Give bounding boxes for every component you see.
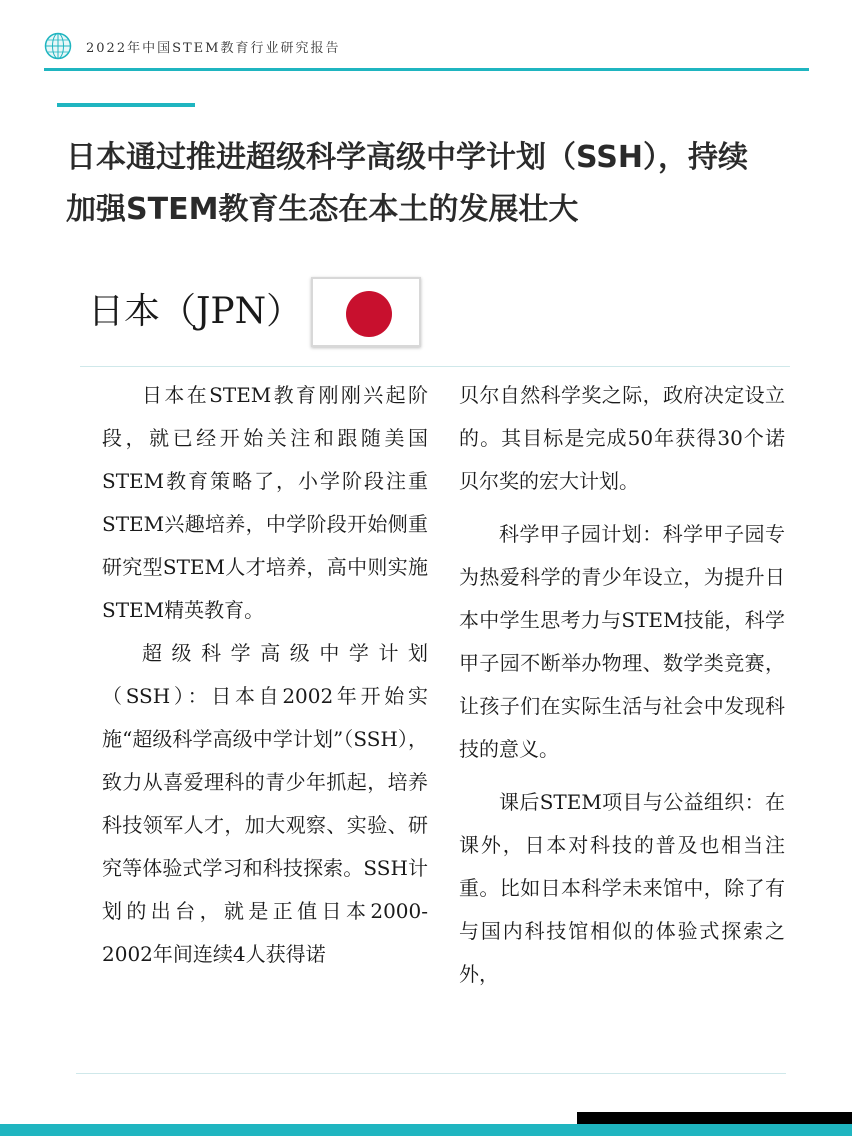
- page-header: [44, 32, 809, 62]
- text-column-left: [102, 374, 428, 976]
- footer-accent-bar: [0, 1124, 852, 1136]
- page-heading: [66, 132, 826, 236]
- text-column-right: [459, 374, 785, 996]
- paragraph: 超级科学高级中学计划（SSH）：日本自2002年开始实施“超级科学高级中学计划”（SSH），致力从喜爱理科的青少年抓起，培养科技领军人才，加大观察、实验、研究等体验式学习和科技探索。SSH计划的出台，就是正值日本2000-2002年间连续4人获得诺: [102, 641, 428, 966]
- report-title: 2022年中国STEM教育行业研究报告: [86, 41, 341, 56]
- heading-line-2: 加强STEM教育生态在本土的发展壮大: [66, 192, 579, 227]
- paragraph: 贝尔自然科学奖之际，政府决定设立的。其目标是完成50年获得30个诺贝尔奖的宏大计划。: [459, 383, 785, 493]
- flag-sun-disc: [346, 291, 392, 337]
- content-top-divider: [80, 366, 790, 367]
- footer-dark-bar: [577, 1112, 852, 1124]
- japan-flag-icon: [311, 277, 421, 347]
- country-label: 日本（JPN）: [88, 291, 303, 332]
- content-bottom-divider: [76, 1073, 786, 1074]
- paragraph: 课后STEM项目与公益组织：在课外，日本对科技的普及也相当注重。比如日本科学未来馆中，除了有与国内科技馆相似的体验式探索之外，: [459, 790, 785, 986]
- paragraph: 日本在STEM教育刚刚兴起阶段，就已经开始关注和跟随美国STEM教育策略了，小学阶段注重STEM兴趣培养，中学阶段开始侧重研究型STEM人才培养，高中则实施STEM精英教育。: [102, 383, 428, 622]
- header-divider: [44, 68, 809, 71]
- globe-logo-icon: [44, 32, 72, 60]
- heading-line-1: 日本通过推进超级科学高级中学计划（SSH），持续: [66, 140, 748, 175]
- paragraph: 科学甲子园计划：科学甲子园专为热爱科学的青少年设立，为提升日本中学生思考力与STEM技能，科学甲子园不断举办物理、数学类竞赛，让孩子们在实际生活与社会中发现科技的意义。: [459, 522, 785, 761]
- heading-accent-bar: [57, 103, 195, 107]
